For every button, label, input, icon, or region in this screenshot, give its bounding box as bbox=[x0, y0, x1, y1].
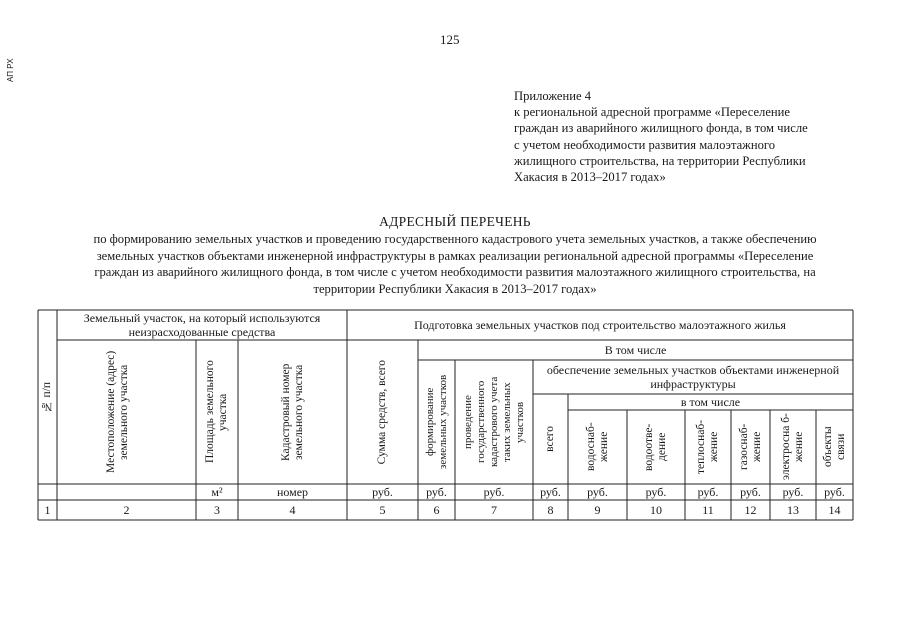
col-number: 3 bbox=[214, 503, 220, 517]
col-header-area bbox=[196, 340, 238, 484]
col-number: 10 bbox=[650, 503, 662, 517]
appendix-line: к региональной адресной программе «Переселение bbox=[514, 105, 790, 120]
col-header-water bbox=[568, 410, 627, 484]
header-infrastructure: обеспечение земельных участков объектами инженерной инфраструктуры bbox=[546, 363, 840, 391]
col-header-power-label: электросна б-жение bbox=[780, 413, 805, 481]
col-header-sewer bbox=[627, 410, 685, 484]
col-number: 7 bbox=[491, 503, 497, 517]
col-number: 5 bbox=[379, 503, 386, 517]
col-header-heat-label: теплоснаб-жение bbox=[695, 419, 720, 475]
col-header-sum bbox=[347, 340, 418, 484]
col-number: 11 bbox=[702, 503, 714, 517]
unit-water: руб. bbox=[587, 485, 608, 499]
unit-sum: руб. bbox=[372, 485, 393, 499]
col-header-sum-label: Сумма средств, всего bbox=[376, 359, 388, 465]
appendix-line: граждан из аварийного жилищного фонда, в том числе bbox=[514, 121, 808, 136]
col-header-gas-label: газоснаб-жение bbox=[737, 423, 763, 471]
margin-mark: АП РХ bbox=[6, 58, 15, 82]
col-number: 6 bbox=[433, 503, 440, 517]
col-header-cadastral-label: Кадастровый номер земельного участка bbox=[279, 363, 305, 461]
col-header-comm bbox=[816, 410, 853, 484]
col-header-forming bbox=[418, 360, 455, 484]
col-header-area-label: Площадь земельного участка bbox=[204, 360, 229, 464]
col-number: 4 bbox=[289, 503, 296, 517]
col-header-total-label: всего bbox=[544, 426, 556, 452]
col-header-heat bbox=[685, 410, 731, 484]
col-header-power bbox=[770, 410, 816, 484]
header-including-sub: в том числе bbox=[680, 395, 741, 409]
col-header-forming-label: формирование земельных участков bbox=[423, 374, 449, 470]
col-number: 13 bbox=[787, 503, 799, 517]
unit-area: м² bbox=[211, 485, 223, 499]
unit-total: руб. bbox=[540, 485, 561, 499]
unit-comm: руб. bbox=[824, 485, 845, 499]
col-header-no bbox=[38, 310, 57, 484]
col-header-location-label: Местоположение (адрес) земельного участка bbox=[104, 350, 130, 474]
col-header-registration-label: проведение государственного кадастрового учета таких земельных участков bbox=[461, 376, 526, 468]
group-header-preparation: Подготовка земельных участков под строительство малоэтажного жилья bbox=[414, 318, 786, 332]
unit-sewer: руб. bbox=[645, 485, 667, 499]
unit-power: руб. bbox=[782, 485, 804, 499]
col-number: 2 bbox=[123, 503, 130, 517]
col-header-comm-label: объекты связи bbox=[821, 426, 847, 468]
unit-registration: руб. bbox=[483, 485, 505, 499]
unit-gas: руб. bbox=[740, 485, 761, 499]
col-number: 8 bbox=[547, 503, 554, 517]
col-header-no-label: № п/п bbox=[41, 381, 53, 413]
col-header-cadastral bbox=[238, 340, 347, 484]
col-header-water-label: водоснаб-жение bbox=[584, 422, 610, 472]
col-header-sewer-label: водоотве-дение bbox=[643, 423, 668, 471]
col-number: 14 bbox=[828, 503, 841, 517]
col-header-gas bbox=[731, 410, 770, 484]
col-number: 1 bbox=[44, 503, 51, 517]
appendix-line: Хакасия в 2013–2017 годах» bbox=[514, 170, 666, 185]
col-number: 9 bbox=[594, 503, 601, 517]
document-subtitle: по формированию земельных участков и проведению государственного кадастрового учета земельных участков, а также обеспечению земельных участков объектами инженерной инфраструктуры в рамках реализации региональной адресной программы «Переселение граждан из аварийного жилищного фонда, в том числе с учетом необходимости развития малоэтажного жилищного строительства, на территории Республики Хакасия в 2013–2017 годах» bbox=[93, 232, 817, 296]
page-number: 125 bbox=[440, 32, 460, 47]
col-header-location bbox=[57, 340, 196, 484]
document-title: АДРЕСНЫЙ ПЕРЕЧЕНЬ bbox=[379, 214, 531, 229]
col-number: 12 bbox=[744, 503, 757, 517]
header-including: В том числе bbox=[604, 343, 667, 357]
appendix-line: жилищного строительства, на территории Республики bbox=[514, 153, 806, 168]
appendix-title: Приложение 4 bbox=[514, 89, 592, 103]
appendix-line: с учетом необходимости развития малоэтажного bbox=[514, 137, 776, 152]
unit-heat: руб. bbox=[697, 485, 719, 499]
unit-forming: руб. bbox=[426, 485, 447, 499]
col-header-total bbox=[533, 394, 568, 484]
group-header-land: Земельный участок, на который используются неизрасходованные средства bbox=[83, 311, 321, 339]
unit-cadastral: номер bbox=[276, 485, 309, 499]
col-header-registration bbox=[455, 360, 533, 484]
